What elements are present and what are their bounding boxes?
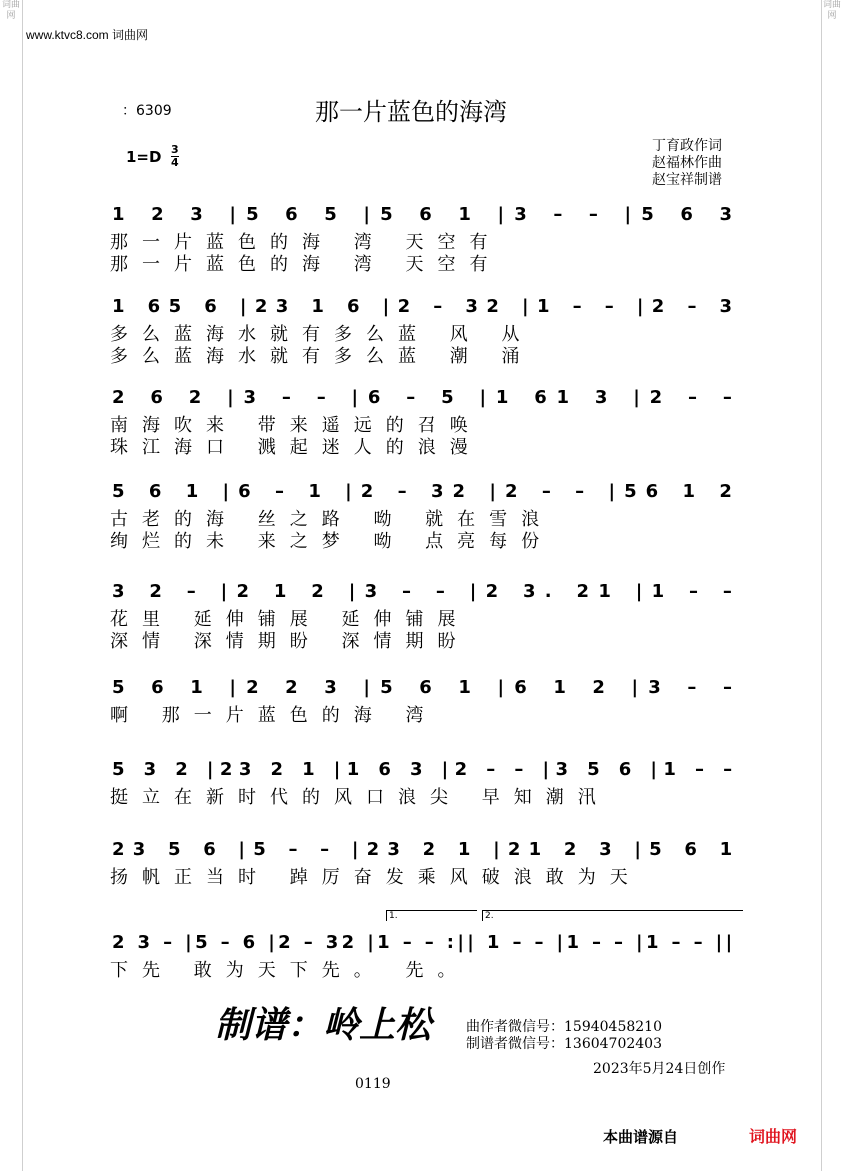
notation-text: 5 6 1 |6 – 1 |2 – 32 |2 – – |56 1 2 — [112, 481, 741, 502]
lyric-line: 那一片蓝色的海 湾 天空有 — [110, 254, 502, 275]
arranger: 赵宝祥制谱 — [652, 172, 722, 188]
lyric-line: 扬帆正当时 踔厉奋发乘风破浪敢为天 — [110, 867, 642, 888]
lyric-line: 花里 延伸铺展 延伸铺展 — [110, 609, 470, 630]
notation-line — [108, 928, 744, 960]
notation-line — [108, 292, 744, 324]
notation-text: 2 6 2 |3 – – |6 – 5 |1 61 3 |2 – – — [112, 387, 742, 408]
page-title: 那一片蓝色的海湾 — [315, 98, 507, 126]
volta-second: 2. — [482, 910, 743, 921]
composer-wechat: 曲作者微信号：15940458210 — [466, 1019, 662, 1035]
notation-text: 5 3 2 |23 2 1 |1 6 3 |2 – – |3 5 6 |1 – – — [112, 759, 739, 780]
lyric-line: 下先 敢为天下先。 先。 — [110, 960, 470, 981]
edge-watermark-text: 词曲网 — [1, 0, 20, 21]
score-system — [108, 908, 744, 982]
score-system — [108, 477, 744, 553]
notation-text: 3 2 – |2 1 2 |3 – – |2 3. 21 |1 – – — [112, 581, 742, 602]
volta-first: 1. — [386, 910, 477, 921]
lyric-line: 南海吹来 带来遥远的召唤 — [110, 415, 482, 436]
notation-line — [108, 577, 744, 609]
time-signature-top: 3 — [171, 143, 179, 156]
credits — [652, 138, 722, 189]
notation-text: 23 5 6 |5 – – |23 2 1 |21 2 3 |5 6 1 — [112, 839, 741, 860]
score-system — [108, 755, 744, 809]
score-system — [108, 835, 744, 889]
notation-line — [108, 835, 744, 867]
score-system — [108, 577, 744, 653]
notation-line — [108, 477, 744, 509]
lyric-line: 啊 那一片蓝色的海 湾 — [110, 705, 438, 726]
right-edge-watermark — [821, 0, 842, 1171]
page-number: 0119 — [355, 1076, 391, 1092]
notation-line — [108, 673, 744, 705]
wechat-info — [466, 1019, 662, 1053]
lyric-line: 绚烂的未 来之梦 呦 点亮每份 — [110, 531, 554, 552]
notation-text: 1 65 6 |23 1 6 |2 – 32 |1 – – |2 – 3 — [112, 296, 741, 317]
notation-line — [108, 200, 744, 232]
lyric-line: 多么蓝海水就有多么蓝 风 从 — [110, 324, 534, 345]
lyric-line: 深情 深情期盼 深情期盼 — [110, 631, 470, 652]
score-system — [108, 200, 744, 276]
notation-text: 1 2 3 |5 6 5 |5 6 1 |3 – – |5 6 3 — [112, 204, 743, 225]
lyric-line: 那一片蓝色的海 湾 天空有 — [110, 232, 502, 253]
lyric-line: 古老的海 丝之路 呦 就在雪浪 — [110, 509, 554, 530]
edge-watermark-text: 词曲网 — [822, 0, 841, 21]
score-system — [108, 383, 744, 459]
score-system — [108, 673, 744, 727]
arranger-wechat: 制谱者微信号：13604702403 — [466, 1036, 662, 1052]
volta-brackets — [108, 908, 744, 928]
left-edge-watermark — [0, 0, 23, 1171]
lyric-line: 挺立在新时代的风口浪尖 早知潮汛 — [110, 787, 610, 808]
score-system — [108, 292, 744, 368]
notation-text: 5 6 1 |2 2 3 |5 6 1 |6 1 2 |3 – – — [112, 677, 743, 698]
composer: 赵福林作曲 — [652, 155, 722, 171]
notation-text: 2 3 – |5 – 6 |2 – 32 |1 – – :|| 1 – – |1 – – |1 – – || — [112, 932, 736, 953]
key-signature: 1=D — [126, 148, 162, 166]
site-watermark[interactable]: www.ktvc8.com 词曲网 — [26, 28, 149, 42]
source-link[interactable]: 词曲网 — [749, 1127, 798, 1146]
time-signature-bottom: 4 — [171, 156, 179, 169]
signature: 制谱：岭上松 — [215, 1004, 432, 1046]
lyric-line: 多么蓝海水就有多么蓝 潮 涌 — [110, 346, 534, 367]
time-signature — [171, 144, 179, 169]
lyricist: 丁育政作词 — [652, 138, 722, 154]
doc-number: ：6309 — [122, 103, 172, 119]
lyric-line: 珠江海口 溅起迷人的浪漫 — [110, 437, 482, 458]
source-label: 本曲谱源自 — [603, 1128, 679, 1146]
notation-line — [108, 383, 744, 415]
creation-date: 2023年5月24日创作 — [593, 1061, 726, 1077]
notation-line — [108, 755, 744, 787]
